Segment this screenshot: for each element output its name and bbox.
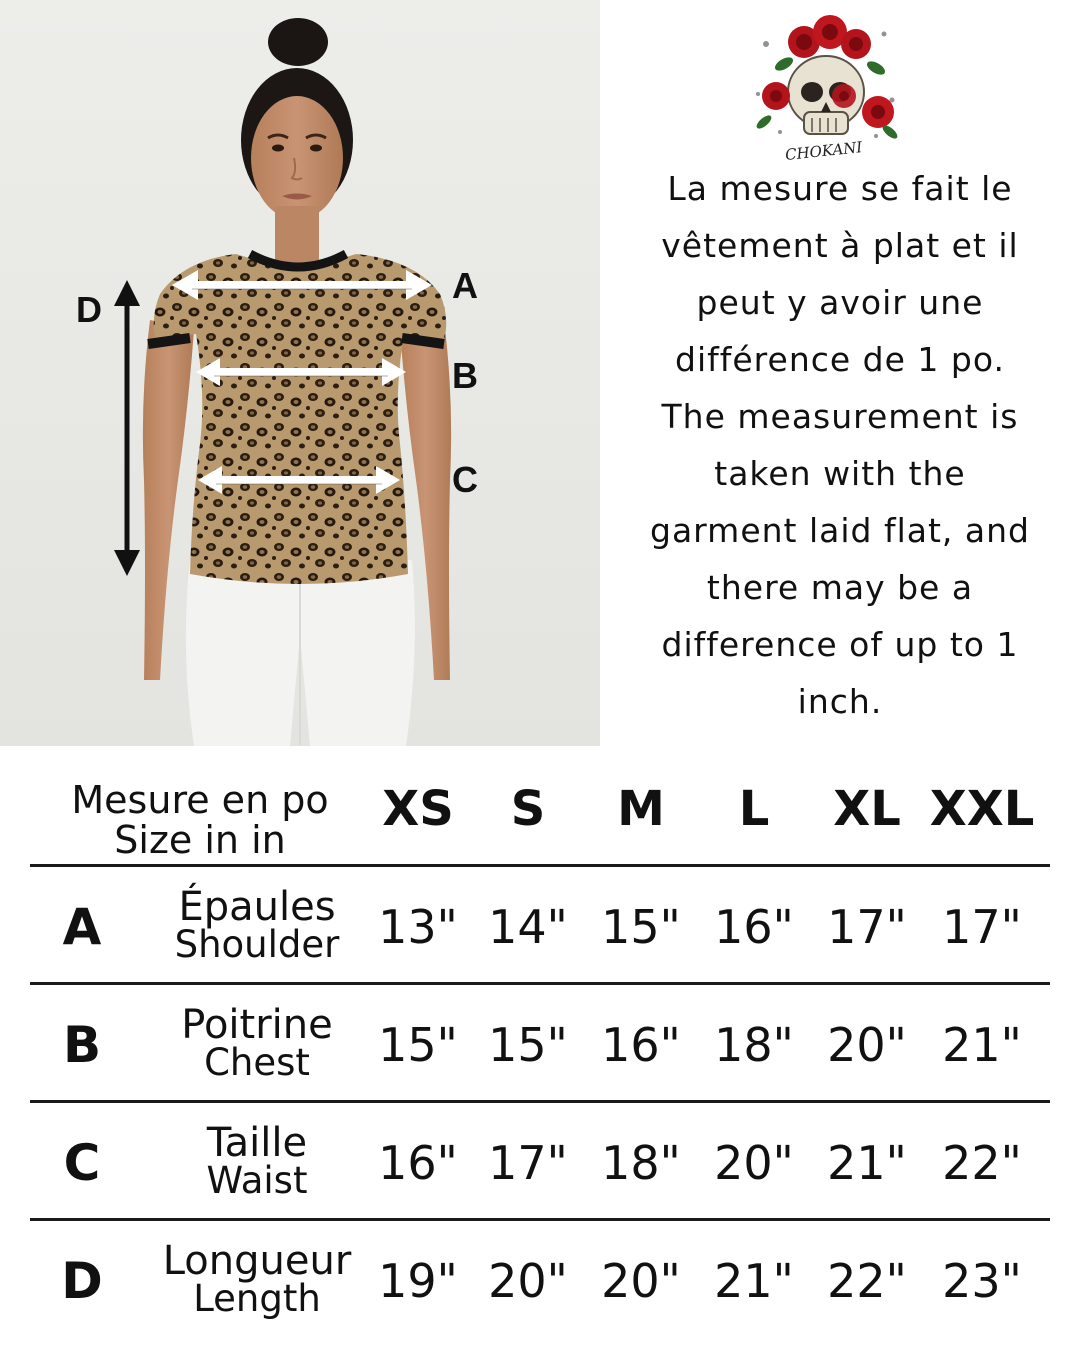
row-name-en: Length [193, 1277, 321, 1320]
table-row [30, 868, 1050, 984]
label-c: C [452, 459, 478, 500]
header-label-en: Size in in [114, 818, 286, 862]
cell-value: 22" [827, 1254, 907, 1308]
cell-value: 16" [378, 1136, 458, 1190]
row-name [150, 1120, 364, 1202]
row-letter: D [61, 1252, 103, 1310]
cell-value: 15" [378, 1018, 458, 1072]
note-line: garment laid flat, and [650, 511, 1030, 550]
note-line: peut y avoir une [696, 283, 984, 322]
row-divider [30, 1100, 1050, 1103]
note-line: The measurement is [661, 397, 1019, 436]
size-header-xl: XL [833, 781, 901, 837]
row-name-en: Waist [206, 1159, 308, 1202]
logo-text: CHOKANI [784, 138, 864, 164]
cell-value: 20" [714, 1136, 794, 1190]
cell-value: 14" [488, 900, 568, 954]
row-divider [30, 982, 1050, 985]
cell-value: 18" [714, 1018, 794, 1072]
row-name-en: Chest [204, 1041, 310, 1084]
note-line: difference of up to 1 [661, 625, 1019, 664]
note-line: vêtement à plat et il [661, 226, 1019, 265]
note-line: taken with the [714, 454, 966, 493]
row-divider [30, 1218, 1050, 1221]
note-line: inch. [797, 682, 883, 721]
size-chart-table [30, 760, 1050, 1320]
cell-value: 20" [601, 1254, 681, 1308]
row-name-fr: Épaules [178, 884, 336, 930]
size-header-l: L [738, 781, 770, 837]
table-row [30, 1222, 1050, 1338]
table-row [30, 986, 1050, 1102]
cell-value: 15" [488, 1018, 568, 1072]
table-row [30, 1104, 1050, 1220]
cell-value: 22" [942, 1136, 1022, 1190]
cell-value: 13" [378, 900, 458, 954]
measurement-note [614, 160, 1066, 730]
row-letter: A [62, 898, 102, 956]
cell-value: 16" [601, 1018, 681, 1072]
note-line: La mesure se fait le [667, 169, 1013, 208]
label-a: A [452, 265, 478, 306]
row-name-fr: Longueur [162, 1238, 352, 1284]
cell-value: 21" [714, 1254, 794, 1308]
row-name-en: Shoulder [174, 923, 340, 966]
row-name-fr: Taille [206, 1120, 308, 1166]
row-name [150, 884, 364, 966]
header-label [30, 780, 370, 860]
size-header-s: S [510, 781, 546, 837]
model-illustration [0, 0, 600, 746]
size-header-xs: XS [382, 781, 454, 837]
row-name [150, 1002, 364, 1084]
cell-value: 20" [827, 1018, 907, 1072]
row-name-fr: Poitrine [181, 1002, 333, 1048]
cell-value: 16" [714, 900, 794, 954]
cell-value: 17" [827, 900, 907, 954]
cell-value: 23" [942, 1254, 1022, 1308]
cell-value: 21" [827, 1136, 907, 1190]
size-header-xxl: XXL [929, 781, 1035, 837]
label-d: D [76, 289, 102, 330]
table-header [30, 760, 1050, 866]
cell-value: 17" [488, 1136, 568, 1190]
cell-value: 18" [601, 1136, 681, 1190]
cell-value: 21" [942, 1018, 1022, 1072]
label-b: B [452, 355, 478, 396]
cell-value: 19" [378, 1254, 458, 1308]
model-photo [0, 0, 600, 746]
cell-value: 15" [601, 900, 681, 954]
row-divider [30, 864, 1050, 867]
cell-value: 20" [488, 1254, 568, 1308]
cell-value: 17" [942, 900, 1022, 954]
skull-roses-icon [744, 4, 904, 164]
row-letter: B [62, 1016, 102, 1074]
header-label-fr: Mesure en po [71, 778, 329, 822]
note-line: différence de 1 po. [675, 340, 1005, 379]
row-letter: C [63, 1134, 101, 1192]
size-header-m: M [617, 781, 665, 837]
note-line: there may be a [706, 568, 974, 607]
brand-logo [744, 4, 904, 164]
row-name [150, 1238, 364, 1320]
